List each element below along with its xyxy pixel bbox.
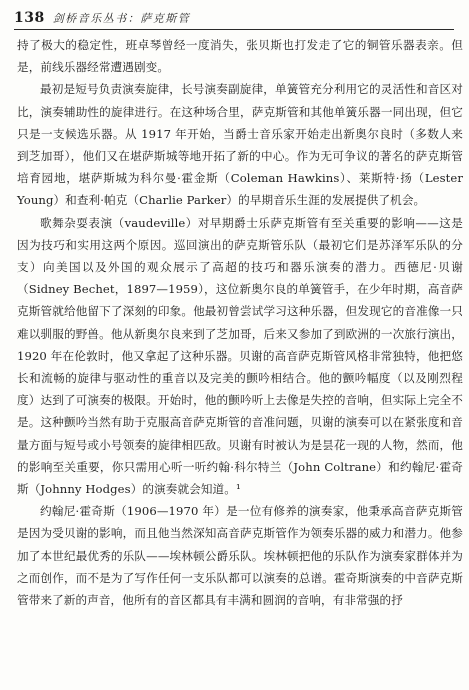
paragraph-johnny-hodges: 约翰尼·霍奇斯（1906—1970 年）是一位有修养的演奏家，他秉承高音萨克斯管是因为受贝谢的影响，而且他当然深知高音萨克斯管作为领奏乐器的威力和潜力。他参加了本世纪最优秀的乐队——埃林顿公爵乐队。埃林顿把他的乐队作为演奏家群体并为之而创作，而不是为了写作任何一支乐队都可以演奏的总谱。霍奇斯演奏的中音萨克斯管带来了新的声音，他所有的音区都具有丰满和圆润的音响，有非常强的抒	[17, 504, 463, 608]
body-text	[17, 34, 463, 611]
paragraph-early-instruments: 最初是短号负责演奏旋律，长号演奏副旋律，单簧管充分利用它的灵活性和音区对比，演奏辅助性的旋律进行。在这种场合里，萨克斯管和其他单簧乐器一同出现，但它只是一支候选乐器。从 1917 年开始，当爵士音乐家开始走出新奥尔良时（多数人来到芝加哥），他们又在堪萨斯城等地开拓了新的中心。作为无可争议的著名的萨克斯管培育园地，堪萨斯城为科尔曼·霍金斯（Coleman Hawkins）、莱斯特·扬（Lester Young）和查利·帕克（Charlie Parker）的早期音乐生涯的发展提供了机会。	[17, 82, 463, 208]
page-number: 138	[14, 10, 45, 26]
paragraph-vaudeville-bechet: 歌舞杂耍表演（vaudeville）对早期爵士乐萨克斯管有至关重要的影响——这是因为技巧和实用这两个原因。巡回演出的萨克斯管乐队（最初它们是苏泽军乐队的分支）向美国以及外国的观众展示了高超的技巧和器乐演奏的潜力。西德尼·贝谢（Sidney Bechet，1897—1959），这位新奥尔良的单簧管手，在少年时期，高音萨克斯管就给他留下了深刻的印象。他最初曾尝试学习这种乐器，但发现它的音准像一只难以驯服的野兽。他从新奥尔良来到了芝加哥，后来又参加了到欧洲的一次旅行演出，1920 年在伦敦时，他又拿起了这种乐器。贝谢的高音萨克斯管风格非常独特，他把悠长和流畅的旋律与驱动性的重音以及完美的颤吟相结合。他的颤吟幅度（以及刚烈程度）达到了可演奏的极限。开始时，他的颤吟听上去像是失控的音响，但实际上完全不是。这种颤吟当然有助于克服高音萨克斯管的音准问题，贝谢的演奏可以在紧张度和音量方面与短号或小号领奏的旋律相匹敌。贝谢有时被认为是昙花一现的人物，然而，他的影响至关重要，你只需用心听一听约翰·科尔特兰（John Coltrane）和约翰尼·霍奇斯（Johnny Hodges）的演奏就会知道。¹	[17, 215, 463, 497]
paragraph-continued: 持了极大的稳定性，班卓琴曾经一度消失，张贝斯也打发走了它的铜管乐器表亲。但是，前线乐器经常遭遇剧变。	[17, 38, 463, 75]
header-rule	[14, 29, 454, 30]
running-header	[14, 10, 190, 30]
running-title: 剑桥音乐丛书：萨克斯管	[52, 12, 191, 25]
